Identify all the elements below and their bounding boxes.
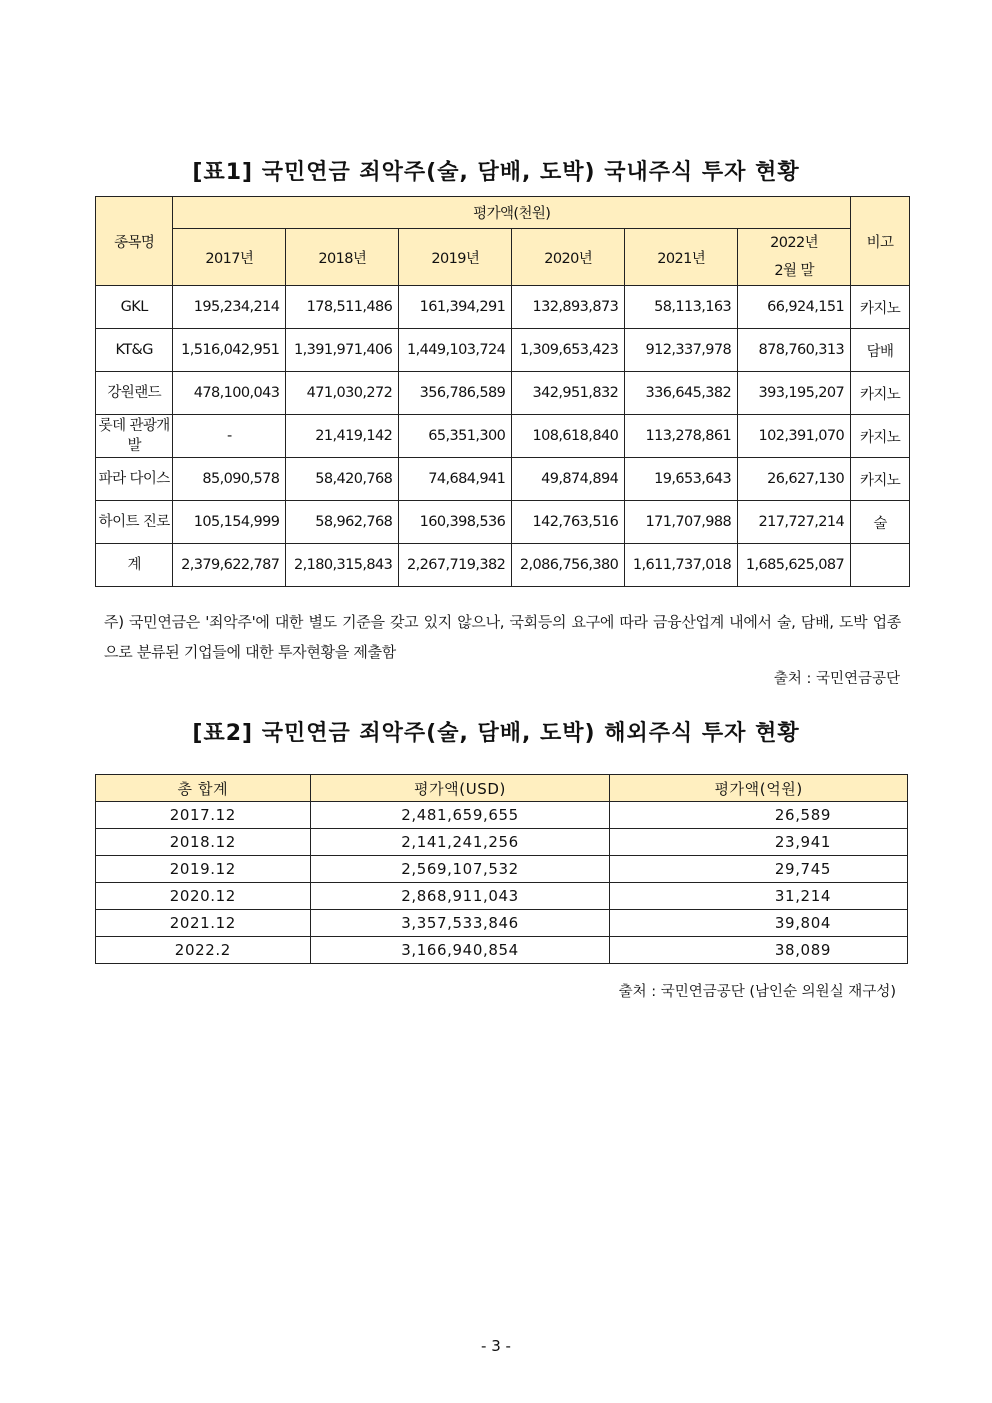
- usd-cell: 3,357,533,846: [310, 910, 610, 937]
- value-cell: 161,394,291: [399, 286, 512, 329]
- table-row: [96, 501, 910, 544]
- header-value-group: 평가액(천원): [173, 197, 851, 229]
- value-cell: 336,645,382: [625, 372, 738, 415]
- header-year: 2018년: [286, 229, 399, 286]
- note-cell: 카지노: [851, 415, 910, 458]
- won-cell: 31,214: [610, 883, 908, 910]
- company-name: 계: [96, 544, 173, 587]
- value-cell: 108,618,840: [512, 415, 625, 458]
- header-year-last-line1: 2022년: [770, 235, 819, 251]
- value-cell: 478,100,043: [173, 372, 286, 415]
- header-year: 2019년: [399, 229, 512, 286]
- table2-title: [표2] 국민연금 죄악주(술, 담배, 도박) 해외주식 투자 현황: [192, 721, 800, 746]
- header-name: 종목명: [96, 197, 173, 286]
- period-cell: 2017.12: [96, 802, 311, 829]
- table1-title: [표1] 국민연금 죄악주(술, 담배, 도박) 국내주식 투자 현황: [192, 160, 800, 185]
- table-row: [96, 458, 910, 501]
- header-usd: 평가액(USD): [310, 775, 610, 802]
- value-cell: 1,685,625,087: [738, 544, 851, 587]
- table-row: [96, 937, 908, 964]
- value-cell: 1,516,042,951: [173, 329, 286, 372]
- won-cell: 39,804: [610, 910, 908, 937]
- table-row: [96, 910, 908, 937]
- table-row: [96, 415, 910, 458]
- period-cell: 2022.2: [96, 937, 311, 964]
- value-cell: 66,924,151: [738, 286, 851, 329]
- table-row: [96, 883, 908, 910]
- company-name: 강원랜드: [96, 372, 173, 415]
- header-note: 비고: [851, 197, 910, 286]
- period-cell: 2020.12: [96, 883, 311, 910]
- value-cell: 2,086,756,380: [512, 544, 625, 587]
- value-cell: 1,611,737,018: [625, 544, 738, 587]
- won-cell: 23,941: [610, 829, 908, 856]
- value-cell: 2,379,622,787: [173, 544, 286, 587]
- value-cell: 58,962,768: [286, 501, 399, 544]
- value-cell: 49,874,894: [512, 458, 625, 501]
- note-cell: 카지노: [851, 372, 910, 415]
- value-cell: 1,391,971,406: [286, 329, 399, 372]
- value-cell: 102,391,070: [738, 415, 851, 458]
- table-row: [96, 802, 908, 829]
- value-cell: 2,267,719,382: [399, 544, 512, 587]
- value-cell: 342,951,832: [512, 372, 625, 415]
- value-cell: 65,351,300: [399, 415, 512, 458]
- company-name: 하이트 진로: [96, 501, 173, 544]
- value-cell: 178,511,486: [286, 286, 399, 329]
- won-cell: 29,745: [610, 856, 908, 883]
- note-cell: 담배: [851, 329, 910, 372]
- note-cell: [851, 544, 910, 587]
- value-cell: 878,760,313: [738, 329, 851, 372]
- value-cell: 195,234,214: [173, 286, 286, 329]
- header-year-last-line2: 2월 말: [774, 263, 814, 279]
- header-won: 평가액(억원): [610, 775, 908, 802]
- value-cell: 19,653,643: [625, 458, 738, 501]
- header-year: 2021년: [625, 229, 738, 286]
- domestic-investment-table: [95, 196, 910, 587]
- company-name: 롯데 관광개발: [96, 415, 173, 458]
- won-cell: 38,089: [610, 937, 908, 964]
- value-cell: 217,727,214: [738, 501, 851, 544]
- period-cell: 2021.12: [96, 910, 311, 937]
- note-cell: 카지노: [851, 458, 910, 501]
- usd-cell: 2,141,241,256: [310, 829, 610, 856]
- usd-cell: 3,166,940,854: [310, 937, 610, 964]
- usd-cell: 2,481,659,655: [310, 802, 610, 829]
- value-cell: 142,763,516: [512, 501, 625, 544]
- table-row: [96, 544, 910, 587]
- company-name: 파라 다이스: [96, 458, 173, 501]
- value-cell: 58,420,768: [286, 458, 399, 501]
- table1-source: 출처 : 국민연금공단: [773, 671, 900, 687]
- value-cell: 2,180,315,843: [286, 544, 399, 587]
- note-cell: 카지노: [851, 286, 910, 329]
- table-row: [96, 329, 910, 372]
- table-row: [96, 856, 908, 883]
- note-cell: 술: [851, 501, 910, 544]
- period-cell: 2018.12: [96, 829, 311, 856]
- company-name: GKL: [96, 286, 173, 329]
- table-row: [96, 286, 910, 329]
- header-year: 2017년: [173, 229, 286, 286]
- value-cell: 26,627,130: [738, 458, 851, 501]
- header-year: 2020년: [512, 229, 625, 286]
- usd-cell: 2,868,911,043: [310, 883, 610, 910]
- period-cell: 2019.12: [96, 856, 311, 883]
- page-number: - 3 -: [481, 1337, 511, 1355]
- value-cell: 58,113,163: [625, 286, 738, 329]
- value-cell: 21,419,142: [286, 415, 399, 458]
- overseas-investment-table: [95, 774, 908, 964]
- usd-cell: 2,569,107,532: [310, 856, 610, 883]
- value-cell: 105,154,999: [173, 501, 286, 544]
- value-cell: 160,398,536: [399, 501, 512, 544]
- value-cell: 1,309,653,423: [512, 329, 625, 372]
- value-cell: 132,893,873: [512, 286, 625, 329]
- value-cell: 171,707,988: [625, 501, 738, 544]
- value-cell: 471,030,272: [286, 372, 399, 415]
- value-cell: 393,195,207: [738, 372, 851, 415]
- table1-footnote: 주) 국민연금은 '죄악주'에 대한 별도 기준을 갖고 있지 않으나, 국회등의 요구에 따라 금융산업계 내에서 술, 담배, 도박 업종으로 분류된 기업들에 대한 투자현황을 제출함: [104, 613, 901, 661]
- value-cell: 113,278,861: [625, 415, 738, 458]
- value-cell: 85,090,578: [173, 458, 286, 501]
- header-year-last: [738, 229, 851, 286]
- table-row: [96, 829, 908, 856]
- value-cell: 356,786,589: [399, 372, 512, 415]
- table-row: [96, 372, 910, 415]
- company-name: KT&G: [96, 329, 173, 372]
- value-cell: 74,684,941: [399, 458, 512, 501]
- header-total: 총 합계: [96, 775, 311, 802]
- value-cell: 1,449,103,724: [399, 329, 512, 372]
- won-cell: 26,589: [610, 802, 908, 829]
- value-cell: -: [173, 415, 286, 458]
- table2-source: 출처 : 국민연금공단 (남인순 의원실 재구성): [618, 984, 896, 1000]
- value-cell: 912,337,978: [625, 329, 738, 372]
